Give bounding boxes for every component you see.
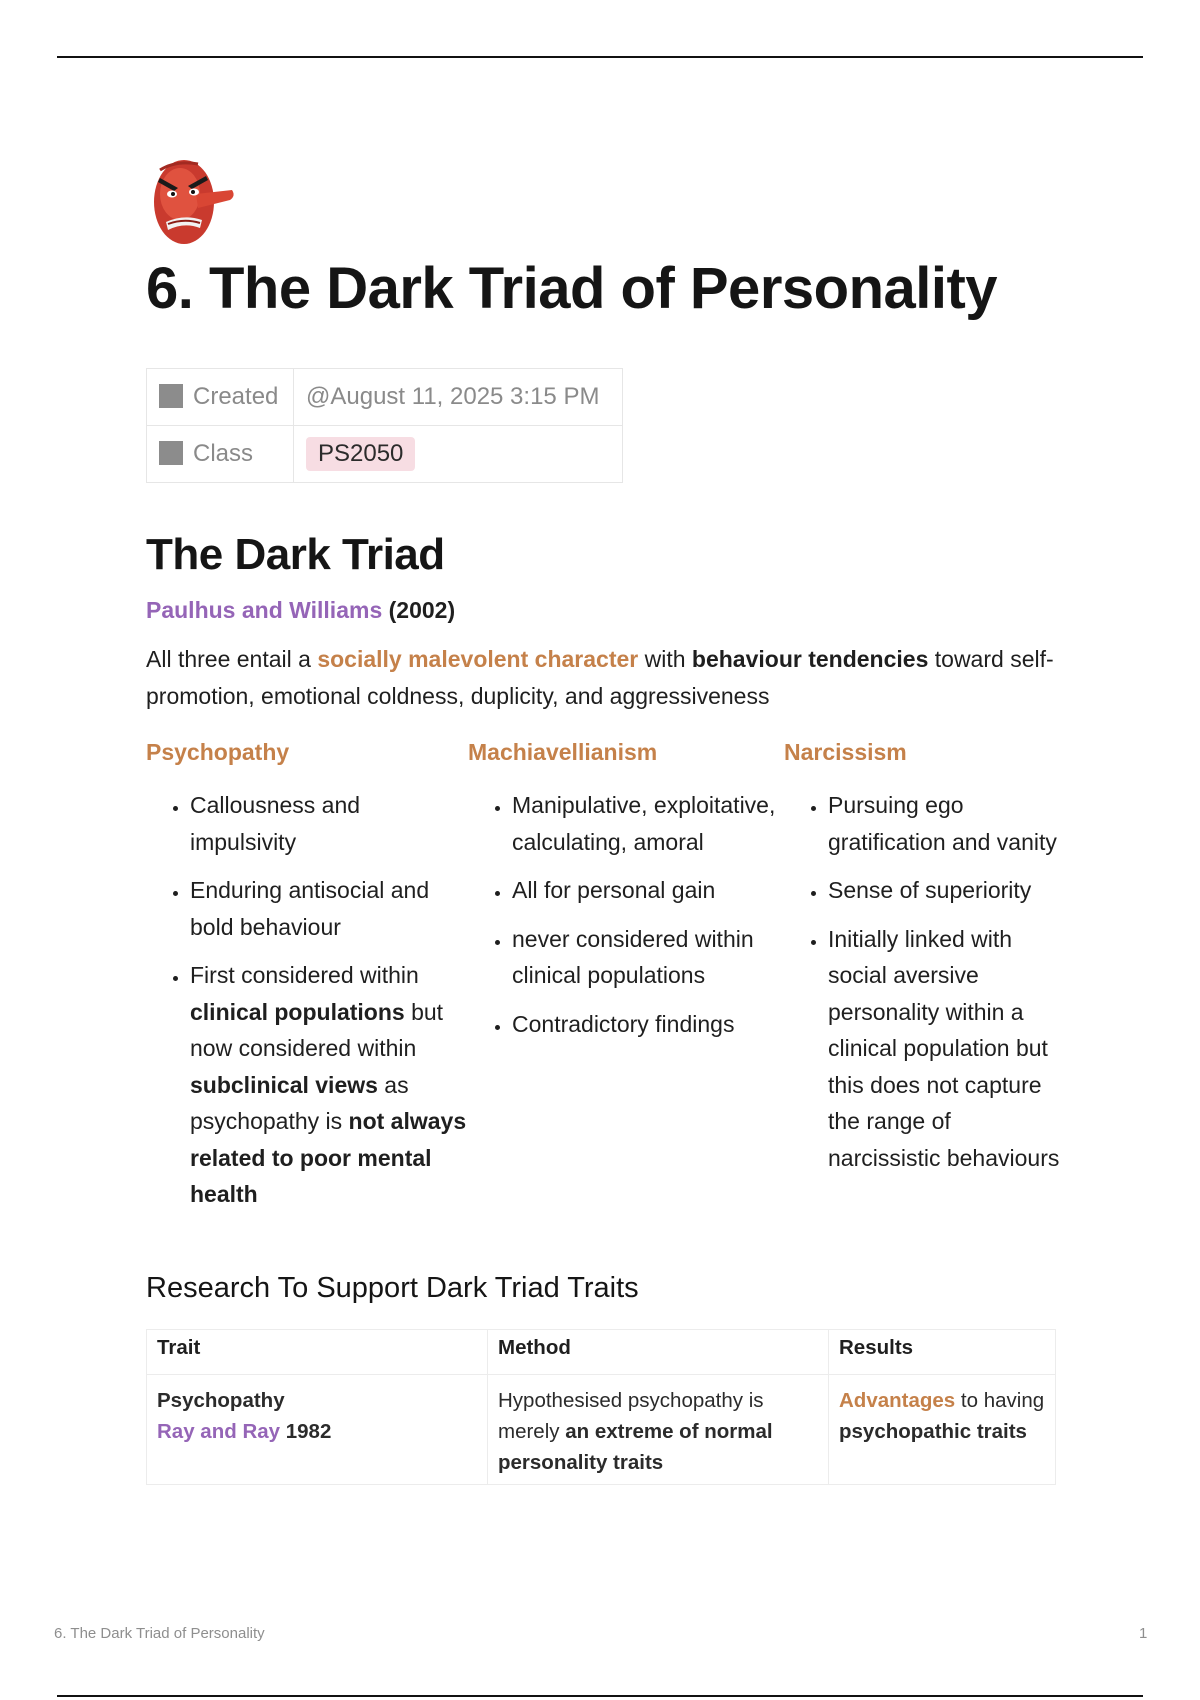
trait-name: Psychopathy: [157, 1388, 285, 1412]
research-table: [146, 1329, 1056, 1485]
top-rule: [57, 56, 1143, 58]
list-item: [190, 957, 468, 1213]
text-run: First considered within: [190, 962, 419, 988]
text-run: Hypothesised psychopathy is merely: [498, 1388, 764, 1443]
property-key[interactable]: [147, 426, 294, 483]
property-key[interactable]: [147, 369, 294, 426]
property-key-label: Class: [193, 440, 254, 467]
list-item: • Enduring antisocial and bold behaviour: [190, 872, 468, 945]
intro-text: All three entail a: [146, 646, 318, 672]
research-heading: Research To Support Dark Triad Traits: [146, 1271, 639, 1304]
class-value[interactable]: [294, 426, 623, 483]
property-type-icon: [159, 384, 183, 408]
column-header-method: Method: [488, 1329, 829, 1374]
list-item: • Manipulative, exploitative, calculating, amoral: [512, 787, 784, 860]
properties-table: [146, 368, 623, 483]
bold-run: clinical populations: [190, 998, 405, 1025]
column-heading: Machiavellianism: [468, 739, 658, 765]
column-psychopathy: [146, 737, 468, 1225]
bold-run: an extreme of normal personality traits: [498, 1419, 773, 1474]
intro-highlight: socially malevolent character: [317, 646, 639, 672]
created-date-value[interactable]: @August 11, 2025 3:15 PM: [294, 369, 623, 426]
author-link[interactable]: Ray and Ray: [157, 1419, 281, 1443]
table-row: [147, 1374, 1056, 1484]
intro-text: toward self- promotion, emotional coldness, duplicity, and aggressiveness: [146, 646, 1054, 709]
list-item: • Callousness and impulsivity: [190, 787, 468, 860]
list-item: • Initially linked with social aversive personality within a clinical population but this does not capture the range of narcissistic behaviours: [828, 921, 1066, 1177]
list-item: • never considered within clinical populations: [512, 921, 784, 994]
list-item: • Sense of superiority: [828, 872, 1066, 909]
text-run: as psychopathy is: [190, 1071, 409, 1134]
bullet-list: [784, 787, 1066, 1176]
bottom-rule: [57, 1695, 1143, 1697]
property-key-label: Created: [193, 383, 279, 410]
bold-run: subclinical views: [190, 1071, 378, 1098]
property-type-icon: [159, 441, 183, 465]
bullet-list: [468, 787, 784, 1042]
section-heading: The Dark Triad: [146, 530, 445, 579]
column-header-results: Results: [829, 1329, 1056, 1374]
footer-title: 6. The Dark Triad of Personality: [54, 1625, 265, 1642]
bullet-list: [146, 787, 468, 1213]
table-header-row: [147, 1329, 1056, 1374]
column-narcissism: [784, 737, 1066, 1225]
list-item: • All for personal gain: [512, 872, 784, 909]
property-row-class: [147, 426, 623, 483]
list-item: • Contradictory findings: [512, 1006, 784, 1043]
page-content: [146, 150, 1066, 1485]
property-row-created: [147, 369, 623, 426]
intro-paragraph: [146, 641, 1066, 715]
text-run: to having: [955, 1388, 1045, 1412]
bold-run: psychopathic traits: [839, 1419, 1027, 1443]
table-cell-results: [829, 1374, 1056, 1484]
traits-columns: [146, 737, 1066, 1225]
intro-bold: behaviour tendencies: [691, 646, 929, 672]
page-title: 6. The Dark Triad of Personality: [146, 256, 998, 321]
citation-author-link[interactable]: Paulhus and Williams: [146, 597, 383, 623]
table-cell-method: [488, 1374, 829, 1484]
text-run: but now considered within: [190, 998, 444, 1061]
table-cell-trait: [147, 1374, 488, 1484]
class-tag[interactable]: PS2050: [306, 437, 415, 471]
intro-text: with: [638, 646, 692, 672]
column-heading: Narcissism: [784, 739, 907, 765]
column-header-trait: Trait: [147, 1329, 488, 1374]
bold-run: not always related to poor mental health: [190, 1108, 467, 1207]
highlight-run: Advantages: [839, 1388, 956, 1412]
column-machiavellianism: [468, 737, 784, 1225]
citation-year: (2002): [388, 597, 456, 623]
citation: [146, 595, 1066, 625]
study-year: 1982: [280, 1419, 332, 1443]
list-item: • Pursuing ego gratification and vanity: [828, 787, 1066, 860]
column-heading: Psychopathy: [146, 739, 290, 765]
footer-page-number: 1: [1139, 1625, 1148, 1642]
red-tengu-mask-icon: [146, 150, 236, 250]
